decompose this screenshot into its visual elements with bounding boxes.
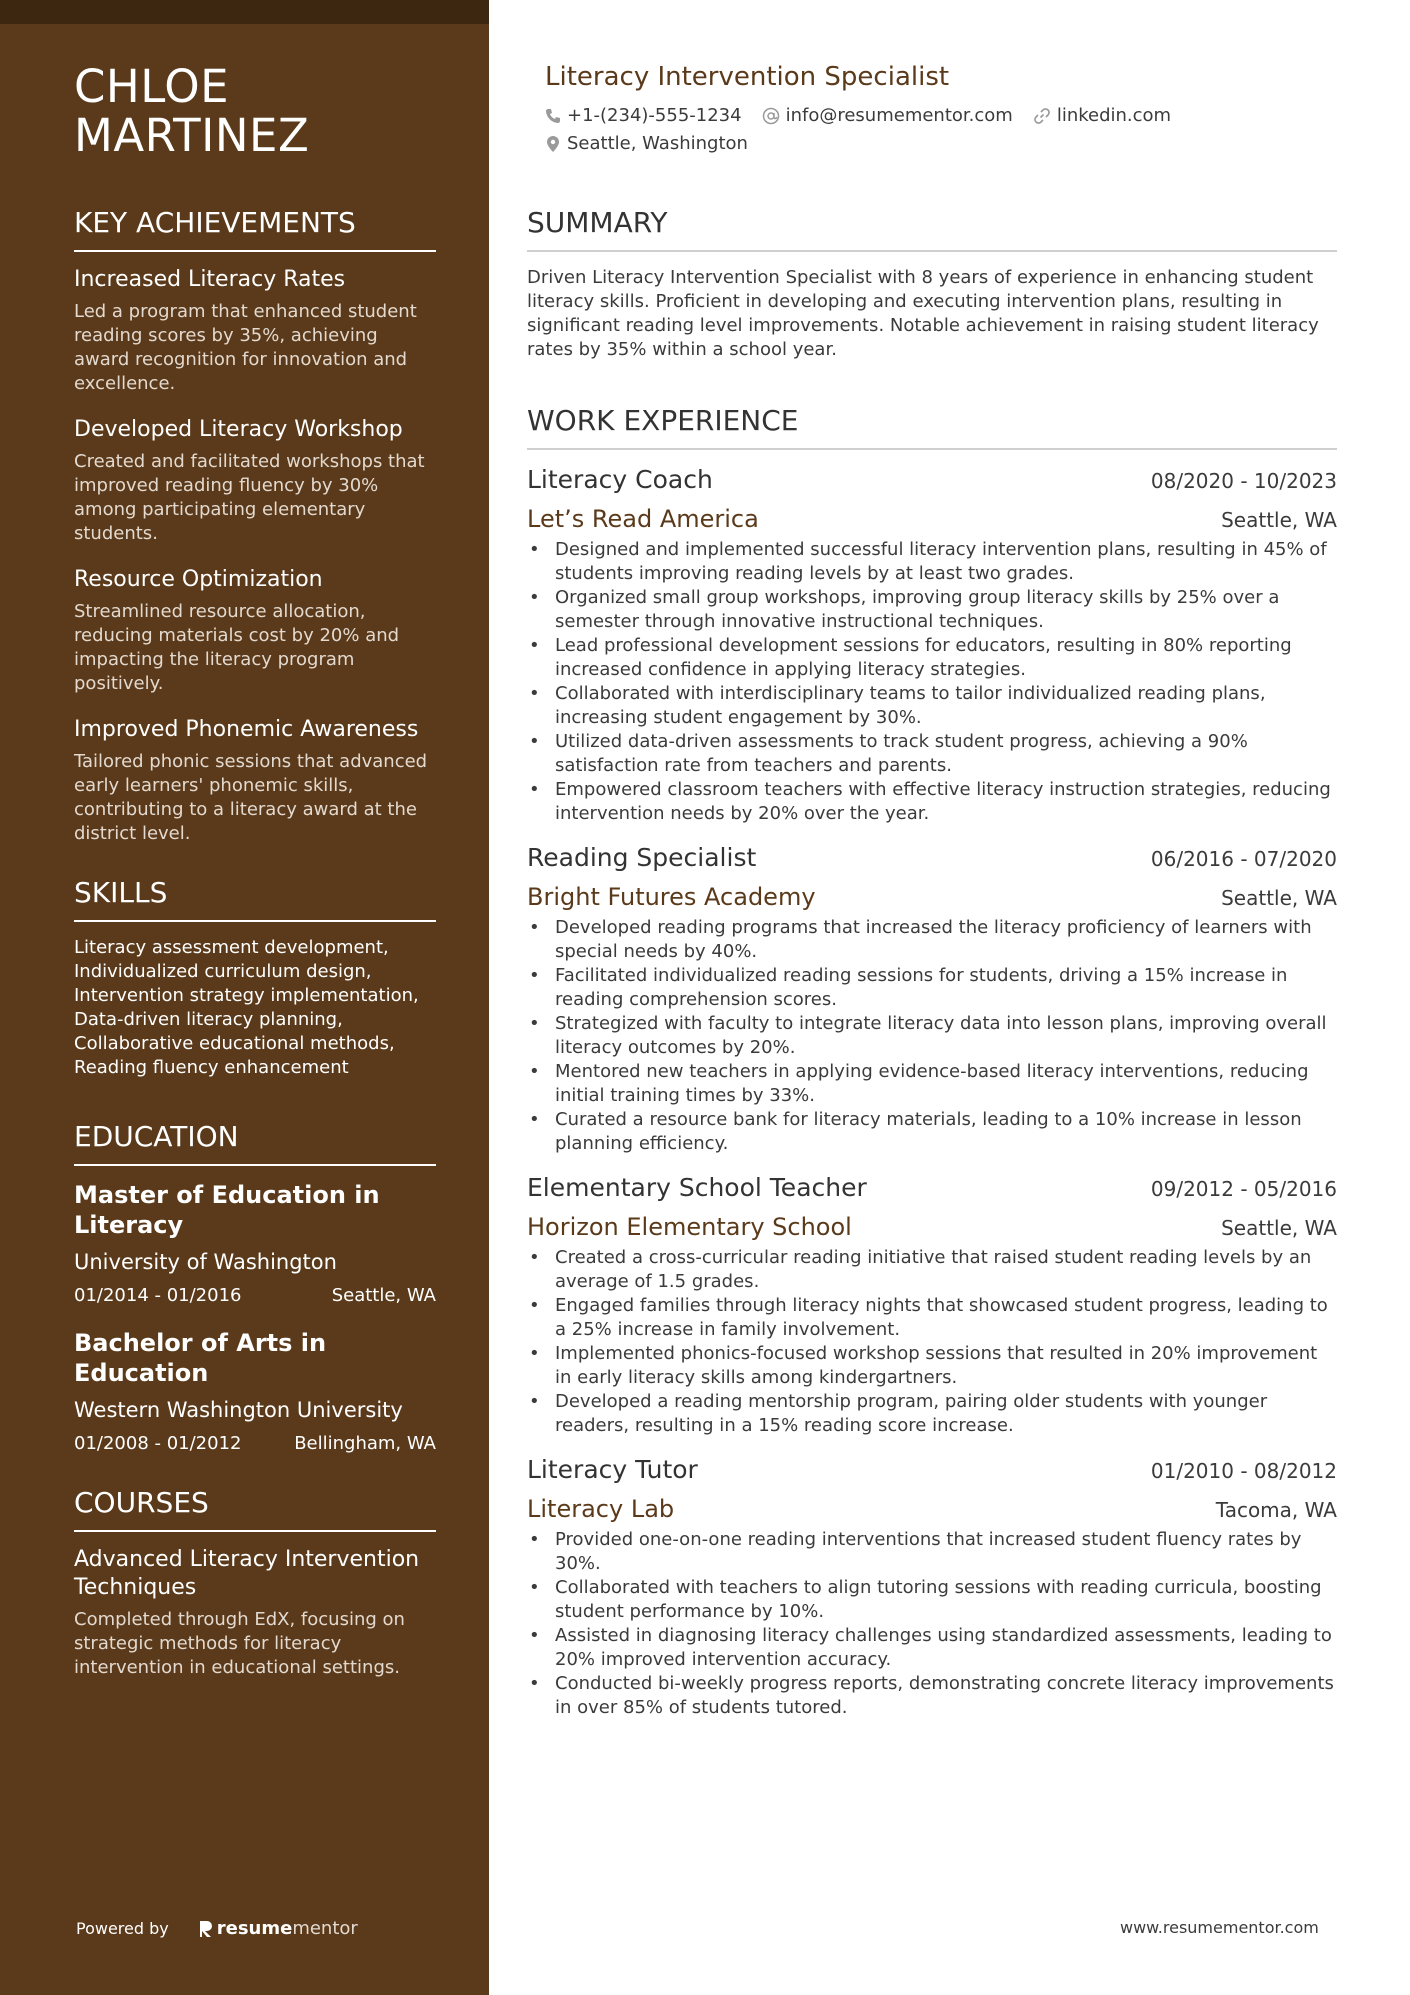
experience-section (527, 404, 1337, 1720)
job-header (527, 464, 1337, 496)
name-last: MARTINEZ (74, 109, 310, 162)
linkedin-text: linkedin.com (1056, 105, 1172, 126)
location-text: Seattle, Washington (567, 133, 748, 154)
job-bullet: • Created a cross-curricular reading initiative that raised student reading levels by an average of 1.5 grades. (555, 1246, 1337, 1294)
achievement-title: Improved Phonemic Awareness (74, 717, 419, 742)
skills-section (74, 876, 436, 1080)
contact-phone[interactable] (545, 104, 742, 128)
education-item (74, 1328, 436, 1456)
job-company: Let’s Read America (527, 505, 759, 533)
job-bullet: • Facilitated individualized reading sessions for students, driving a 15% increase in reading comprehension scores. (555, 964, 1337, 1012)
achievement-desc: Streamlined resource allocation, reducing materials cost by 20% and impacting the literacy program positively. (74, 601, 400, 694)
achievement-item (74, 566, 436, 696)
courses-section (74, 1486, 436, 1680)
sidebar-content (74, 62, 436, 1680)
job-header (527, 1172, 1337, 1204)
education-degree: Master of Education in Literacy (74, 1181, 380, 1239)
job-bullets (527, 916, 1337, 1156)
job-bullet: • Curated a resource bank for literacy materials, leading to a 10% increase in lesson planning efficiency. (555, 1108, 1337, 1156)
job-bullet: • Provided one-on-one reading interventions that increased student fluency rates by 30%. (555, 1528, 1337, 1576)
phone-icon (545, 108, 561, 124)
job-bullet: • Assisted in diagnosing literacy challenges using standardized assessments, leading to 20% improved intervention accuracy. (555, 1624, 1337, 1672)
job-bullet: • Utilized data-driven assessments to track student progress, achieving a 90% satisfaction rate from teachers and parents. (555, 730, 1337, 778)
brand-logo[interactable] (199, 1918, 358, 1939)
job-company-row (527, 882, 1337, 912)
sidebar (0, 0, 489, 1995)
education-dates: 01/2008 - 01/2012 (74, 1433, 242, 1454)
job-bullet: • Collaborated with interdisciplinary teams to tailor individualized reading plans, increasing student engagement by 30%. (555, 682, 1337, 730)
job-bullet: • Strategized with faculty to integrate literacy data into lesson plans, improving overall literacy outcomes by 20%. (555, 1012, 1337, 1060)
job-company-row (527, 1494, 1337, 1524)
achievements-heading: KEY ACHIEVEMENTS (74, 206, 436, 252)
education-dates: 01/2014 - 01/2016 (74, 1285, 242, 1306)
job-header (527, 1454, 1337, 1486)
job-header (527, 842, 1337, 874)
job-bullet: • Organized small group workshops, improving group literacy skills by 25% over a semester through innovative instructional techniques. (555, 586, 1337, 634)
brand-name-bold: resume (216, 1918, 293, 1939)
skills-list: Literacy assessment development, Individualized curriculum design, Intervention strategy implementation, Data-driven literacy planning, Collaborative educational methods, Reading fluency enhancement (74, 937, 419, 1078)
footer-website-link[interactable]: www.resumementor.com (1120, 1918, 1319, 1937)
job-location: Seattle, WA (1221, 886, 1337, 910)
job-bullet: • Empowered classroom teachers with effective literacy instruction strategies, reducing intervention needs by 20% over the year. (555, 778, 1337, 826)
job-bullet: • Lead professional development sessions for educators, resulting in 80% reporting increased confidence in applying literacy strategies. (555, 634, 1337, 682)
achievement-desc: Led a program that enhanced student reading scores by 35%, achieving award recognition for innovation and excellence. (74, 301, 417, 394)
job-location: Seattle, WA (1221, 508, 1337, 532)
job-entry (527, 842, 1337, 1156)
link-icon (1033, 107, 1051, 125)
job-bullet: • Collaborated with teachers to align tutoring sessions with reading curricula, boosting student performance by 10%. (555, 1576, 1337, 1624)
job-bullet: • Engaged families through literacy nights that showcased student progress, leading to a 25% increase in family involvement. (555, 1294, 1337, 1342)
brand-name-light: mentor (292, 1918, 358, 1939)
job-company: Horizon Elementary School (527, 1213, 852, 1241)
job-entry (527, 464, 1337, 826)
job-role: Literacy Tutor (527, 1455, 698, 1484)
education-item (74, 1180, 436, 1308)
job-dates: 01/2010 - 08/2012 (1150, 1459, 1337, 1483)
job-role: Reading Specialist (527, 843, 757, 872)
job-title: Literacy Intervention Specialist (545, 62, 950, 92)
job-location: Seattle, WA (1221, 1216, 1337, 1240)
sidebar-top-band (0, 0, 489, 24)
job-bullets (527, 1528, 1337, 1720)
education-meta (74, 1284, 436, 1308)
brand-mark-icon (199, 1920, 213, 1938)
contact-email[interactable] (762, 104, 1013, 128)
job-company: Literacy Lab (527, 1495, 675, 1523)
candidate-name (74, 62, 436, 160)
job-location: Tacoma, WA (1215, 1498, 1337, 1522)
contact-info (545, 104, 1335, 156)
job-dates: 06/2016 - 07/2020 (1150, 847, 1337, 871)
education-degree: Bachelor of Arts in Education (74, 1329, 327, 1387)
education-meta (74, 1432, 436, 1456)
contact-linkedin[interactable] (1033, 104, 1171, 128)
achievement-title: Resource Optimization (74, 567, 323, 592)
job-bullets (527, 538, 1337, 826)
job-role: Elementary School Teacher (527, 1173, 867, 1202)
course-desc: Completed through EdX, focusing on strategic methods for literacy intervention in educational settings. (74, 1609, 405, 1678)
education-school: University of Washington (74, 1250, 337, 1274)
experience-heading: WORK EXPERIENCE (527, 404, 1337, 450)
at-icon (762, 107, 780, 125)
job-dates: 08/2020 - 10/2023 (1150, 469, 1337, 493)
name-first: CHLOE (74, 60, 230, 113)
education-heading: EDUCATION (74, 1120, 436, 1166)
summary-section (527, 206, 1337, 362)
education-location: Seattle, WA (331, 1285, 436, 1306)
course-title: Advanced Literacy Intervention Techniques (74, 1547, 420, 1600)
education-location: Bellingham, WA (294, 1433, 436, 1454)
main-column (527, 60, 1337, 1736)
job-company: Bright Futures Academy (527, 883, 816, 911)
achievement-item (74, 416, 436, 546)
skills-heading: SKILLS (74, 876, 436, 922)
summary-text: Driven Literacy Intervention Specialist with 8 years of experience in enhancing student literacy skills. Proficient in developing and executing intervention plans, resulting in significant reading level improvements. Notable achievement in raising student literacy rates by 35% within a school year. (527, 267, 1319, 360)
powered-by-label: Powered by (76, 1919, 169, 1938)
job-bullets (527, 1246, 1337, 1438)
job-bullet: • Conducted bi-weekly progress reports, demonstrating concrete literacy improvements in over 85% of students tutored. (555, 1672, 1337, 1720)
job-role: Literacy Coach (527, 465, 713, 494)
job-bullet: • Developed a reading mentorship program, pairing older students with younger readers, resulting in a 15% reading score increase. (555, 1390, 1337, 1438)
contact-location (545, 132, 748, 156)
achievement-desc: Created and facilitated workshops that improved reading fluency by 30% among participating elementary students. (74, 451, 425, 544)
job-bullet: • Developed reading programs that increased the literacy proficiency of learners with special needs by 40%. (555, 916, 1337, 964)
email-text: info@resumementor.com (785, 105, 1013, 126)
achievements-section (74, 206, 436, 846)
achievement-item (74, 716, 436, 846)
job-entry (527, 1172, 1337, 1438)
summary-heading: SUMMARY (527, 206, 1337, 252)
achievement-item (74, 266, 436, 396)
course-item (74, 1546, 436, 1680)
job-company-row (527, 504, 1337, 534)
job-company-row (527, 1212, 1337, 1242)
job-entry (527, 1454, 1337, 1720)
job-bullet: • Designed and implemented successful literacy intervention plans, resulting in 45% of students improving reading levels by at least two grades. (555, 538, 1337, 586)
education-section (74, 1120, 436, 1456)
achievement-desc: Tailored phonic sessions that advanced early learners' phonemic skills, contributing to a literacy award at the district level. (74, 751, 428, 844)
phone-text: +1-(234)-555-1234 (567, 105, 742, 126)
job-dates: 09/2012 - 05/2016 (1150, 1177, 1337, 1201)
powered-by (76, 1918, 358, 1939)
education-school: Western Washington University (74, 1398, 403, 1422)
achievement-title: Developed Literacy Workshop (74, 417, 403, 442)
job-bullet: • Mentored new teachers in applying evidence-based literacy interventions, reducing initial training times by 33%. (555, 1060, 1337, 1108)
courses-heading: COURSES (74, 1486, 436, 1532)
location-pin-icon (545, 135, 561, 153)
job-bullet: • Implemented phonics-focused workshop sessions that resulted in 20% improvement in early literacy skills among kindergartners. (555, 1342, 1337, 1390)
achievement-title: Increased Literacy Rates (74, 267, 346, 292)
